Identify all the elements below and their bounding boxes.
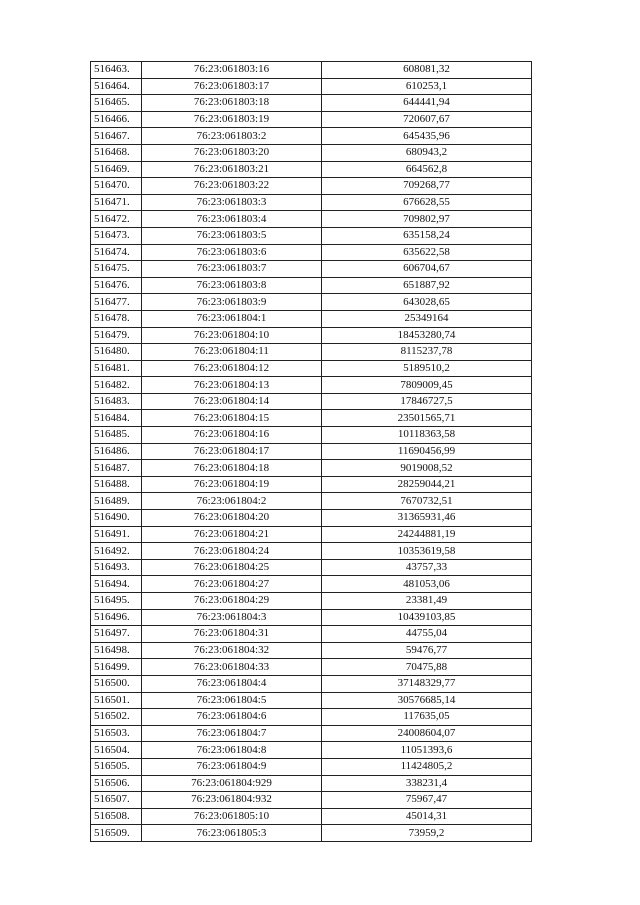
cadastral-value-cell: 44755,04 <box>322 626 532 643</box>
cadastral-number-cell: 76:23:061803:18 <box>142 95 322 112</box>
cadastral-value-cell: 43757,33 <box>322 559 532 576</box>
row-number-cell: 516465. <box>91 95 142 112</box>
row-number-cell: 516496. <box>91 609 142 626</box>
cadastral-value-cell: 30576685,14 <box>322 692 532 709</box>
cadastral-value-cell: 720607,67 <box>322 111 532 128</box>
cadastral-value-cell: 643028,65 <box>322 294 532 311</box>
row-number-cell: 516481. <box>91 360 142 377</box>
row-number-cell: 516466. <box>91 111 142 128</box>
cadastral-value-cell: 45014,31 <box>322 808 532 825</box>
row-number-cell: 516472. <box>91 211 142 228</box>
table-row <box>91 692 532 709</box>
cadastral-value-cell: 645435,96 <box>322 128 532 145</box>
cadastral-value-cell: 18453280,74 <box>322 327 532 344</box>
row-number-cell: 516476. <box>91 277 142 294</box>
table-row <box>91 227 532 244</box>
cadastral-number-cell: 76:23:061804:10 <box>142 327 322 344</box>
cadastral-value-cell: 24008604,07 <box>322 725 532 742</box>
row-number-cell: 516482. <box>91 377 142 394</box>
row-number-cell: 516499. <box>91 659 142 676</box>
table-row <box>91 111 532 128</box>
row-number-cell: 516497. <box>91 626 142 643</box>
cadastral-value-cell: 70475,88 <box>322 659 532 676</box>
cadastral-value-cell: 709268,77 <box>322 178 532 195</box>
table-row <box>91 709 532 726</box>
cadastral-number-cell: 76:23:061803:16 <box>142 62 322 79</box>
table-row <box>91 294 532 311</box>
row-number-cell: 516489. <box>91 493 142 510</box>
row-number-cell: 516470. <box>91 178 142 195</box>
row-number-cell: 516464. <box>91 78 142 95</box>
table-row <box>91 675 532 692</box>
cadastral-number-cell: 76:23:061804:29 <box>142 593 322 610</box>
table-row <box>91 758 532 775</box>
table-row <box>91 775 532 792</box>
cadastral-number-cell: 76:23:061804:32 <box>142 642 322 659</box>
table-row <box>91 825 532 842</box>
cadastral-number-cell: 76:23:061804:5 <box>142 692 322 709</box>
cadastral-value-cell: 644441,94 <box>322 95 532 112</box>
cadastral-number-cell: 76:23:061804:16 <box>142 427 322 444</box>
row-number-cell: 516498. <box>91 642 142 659</box>
row-number-cell: 516494. <box>91 576 142 593</box>
table-row <box>91 95 532 112</box>
cadastral-number-cell: 76:23:061804:7 <box>142 725 322 742</box>
cadastral-number-cell: 76:23:061803:20 <box>142 144 322 161</box>
row-number-cell: 516508. <box>91 808 142 825</box>
row-number-cell: 516506. <box>91 775 142 792</box>
row-number-cell: 516488. <box>91 476 142 493</box>
table-row <box>91 261 532 278</box>
table-row <box>91 460 532 477</box>
cadastral-value-cell: 10353619,58 <box>322 543 532 560</box>
cadastral-value-cell: 10118363,58 <box>322 427 532 444</box>
table-row <box>91 344 532 361</box>
cadastral-value-cell: 23501565,71 <box>322 410 532 427</box>
cadastral-value-cell: 31365931,46 <box>322 510 532 527</box>
cadastral-value-cell: 117635,05 <box>322 709 532 726</box>
cadastral-number-cell: 76:23:061803:5 <box>142 227 322 244</box>
cadastral-value-cell: 11690456,99 <box>322 443 532 460</box>
cadastral-value-cell: 481053,06 <box>322 576 532 593</box>
cadastral-number-cell: 76:23:061804:3 <box>142 609 322 626</box>
cadastral-value-cell: 23381,49 <box>322 593 532 610</box>
cadastral-value-cell: 5189510,2 <box>322 360 532 377</box>
table-row <box>91 78 532 95</box>
cadastral-number-cell: 76:23:061804:932 <box>142 792 322 809</box>
table-row <box>91 377 532 394</box>
row-number-cell: 516487. <box>91 460 142 477</box>
cadastral-number-cell: 76:23:061804:17 <box>142 443 322 460</box>
cadastral-number-cell: 76:23:061803:4 <box>142 211 322 228</box>
row-number-cell: 516477. <box>91 294 142 311</box>
table-row <box>91 410 532 427</box>
cadastral-number-cell: 76:23:061805:10 <box>142 808 322 825</box>
cadastral-value-cell: 7809009,45 <box>322 377 532 394</box>
table-row <box>91 742 532 759</box>
cadastral-number-cell: 76:23:061803:6 <box>142 244 322 261</box>
cadastral-value-table <box>90 61 532 842</box>
table-row <box>91 559 532 576</box>
row-number-cell: 516485. <box>91 427 142 444</box>
row-number-cell: 516500. <box>91 675 142 692</box>
cadastral-number-cell: 76:23:061804:14 <box>142 393 322 410</box>
row-number-cell: 516484. <box>91 410 142 427</box>
cadastral-value-cell: 7670732,51 <box>322 493 532 510</box>
table-row <box>91 194 532 211</box>
table-row <box>91 128 532 145</box>
row-number-cell: 516493. <box>91 559 142 576</box>
table-row <box>91 443 532 460</box>
cadastral-number-cell: 76:23:061804:929 <box>142 775 322 792</box>
row-number-cell: 516478. <box>91 310 142 327</box>
cadastral-number-cell: 76:23:061803:21 <box>142 161 322 178</box>
cadastral-value-cell: 24244881,19 <box>322 526 532 543</box>
cadastral-number-cell: 76:23:061804:4 <box>142 675 322 692</box>
table-row <box>91 161 532 178</box>
table-row <box>91 144 532 161</box>
cadastral-number-cell: 76:23:061804:20 <box>142 510 322 527</box>
cadastral-number-cell: 76:23:061803:17 <box>142 78 322 95</box>
cadastral-value-cell: 635622,58 <box>322 244 532 261</box>
cadastral-value-cell: 709802,97 <box>322 211 532 228</box>
cadastral-value-cell: 680943,2 <box>322 144 532 161</box>
row-number-cell: 516509. <box>91 825 142 842</box>
cadastral-value-cell: 635158,24 <box>322 227 532 244</box>
table-row <box>91 543 532 560</box>
cadastral-number-cell: 76:23:061804:11 <box>142 344 322 361</box>
table-row <box>91 277 532 294</box>
cadastral-number-cell: 76:23:061803:9 <box>142 294 322 311</box>
cadastral-value-cell: 25349164 <box>322 310 532 327</box>
row-number-cell: 516480. <box>91 344 142 361</box>
row-number-cell: 516495. <box>91 593 142 610</box>
table-body <box>91 62 532 842</box>
cadastral-value-cell: 75967,47 <box>322 792 532 809</box>
cadastral-number-cell: 76:23:061804:9 <box>142 758 322 775</box>
cadastral-value-cell: 8115237,78 <box>322 344 532 361</box>
table-row <box>91 526 532 543</box>
table-row <box>91 510 532 527</box>
row-number-cell: 516473. <box>91 227 142 244</box>
cadastral-number-cell: 76:23:061804:21 <box>142 526 322 543</box>
row-number-cell: 516468. <box>91 144 142 161</box>
cadastral-value-cell: 59476,77 <box>322 642 532 659</box>
cadastral-number-cell: 76:23:061803:8 <box>142 277 322 294</box>
row-number-cell: 516505. <box>91 758 142 775</box>
cadastral-value-cell: 676628,55 <box>322 194 532 211</box>
cadastral-number-cell: 76:23:061803:7 <box>142 261 322 278</box>
table-row <box>91 310 532 327</box>
cadastral-number-cell: 76:23:061804:24 <box>142 543 322 560</box>
row-number-cell: 516490. <box>91 510 142 527</box>
table-row <box>91 792 532 809</box>
table-row <box>91 393 532 410</box>
cadastral-value-cell: 610253,1 <box>322 78 532 95</box>
cadastral-number-cell: 76:23:061804:12 <box>142 360 322 377</box>
cadastral-number-cell: 76:23:061804:1 <box>142 310 322 327</box>
cadastral-value-cell: 606704,67 <box>322 261 532 278</box>
row-number-cell: 516463. <box>91 62 142 79</box>
cadastral-number-cell: 76:23:061803:2 <box>142 128 322 145</box>
cadastral-number-cell: 76:23:061803:19 <box>142 111 322 128</box>
table-row <box>91 642 532 659</box>
cadastral-value-cell: 9019008,52 <box>322 460 532 477</box>
cadastral-number-cell: 76:23:061804:6 <box>142 709 322 726</box>
row-number-cell: 516503. <box>91 725 142 742</box>
cadastral-number-cell: 76:23:061804:25 <box>142 559 322 576</box>
row-number-cell: 516492. <box>91 543 142 560</box>
cadastral-number-cell: 76:23:061804:33 <box>142 659 322 676</box>
row-number-cell: 516486. <box>91 443 142 460</box>
cadastral-value-cell: 664562,8 <box>322 161 532 178</box>
cadastral-value-cell: 11424805,2 <box>322 758 532 775</box>
row-number-cell: 516507. <box>91 792 142 809</box>
cadastral-value-cell: 28259044,21 <box>322 476 532 493</box>
table-row <box>91 493 532 510</box>
table-row <box>91 327 532 344</box>
table-row <box>91 427 532 444</box>
cadastral-number-cell: 76:23:061804:13 <box>142 377 322 394</box>
cadastral-number-cell: 76:23:061804:2 <box>142 493 322 510</box>
table-row <box>91 62 532 79</box>
cadastral-number-cell: 76:23:061804:27 <box>142 576 322 593</box>
table-row <box>91 178 532 195</box>
table-row <box>91 244 532 261</box>
row-number-cell: 516479. <box>91 327 142 344</box>
table-row <box>91 626 532 643</box>
table-row <box>91 576 532 593</box>
cadastral-value-cell: 338231,4 <box>322 775 532 792</box>
cadastral-value-cell: 11051393,6 <box>322 742 532 759</box>
cadastral-number-cell: 76:23:061804:8 <box>142 742 322 759</box>
table-row <box>91 211 532 228</box>
cadastral-number-cell: 76:23:061804:19 <box>142 476 322 493</box>
row-number-cell: 516471. <box>91 194 142 211</box>
row-number-cell: 516502. <box>91 709 142 726</box>
table-row <box>91 609 532 626</box>
cadastral-value-cell: 73959,2 <box>322 825 532 842</box>
cadastral-value-cell: 608081,32 <box>322 62 532 79</box>
cadastral-value-cell: 10439103,85 <box>322 609 532 626</box>
cadastral-number-cell: 76:23:061804:31 <box>142 626 322 643</box>
table-row <box>91 593 532 610</box>
cadastral-value-cell: 651887,92 <box>322 277 532 294</box>
row-number-cell: 516474. <box>91 244 142 261</box>
cadastral-value-cell: 17846727,5 <box>322 393 532 410</box>
cadastral-number-cell: 76:23:061804:15 <box>142 410 322 427</box>
table-row <box>91 659 532 676</box>
row-number-cell: 516491. <box>91 526 142 543</box>
table-row <box>91 360 532 377</box>
row-number-cell: 516483. <box>91 393 142 410</box>
row-number-cell: 516501. <box>91 692 142 709</box>
row-number-cell: 516504. <box>91 742 142 759</box>
cadastral-number-cell: 76:23:061804:18 <box>142 460 322 477</box>
row-number-cell: 516469. <box>91 161 142 178</box>
table-row <box>91 476 532 493</box>
cadastral-number-cell: 76:23:061805:3 <box>142 825 322 842</box>
table-row <box>91 725 532 742</box>
cadastral-number-cell: 76:23:061803:3 <box>142 194 322 211</box>
cadastral-value-cell: 37148329,77 <box>322 675 532 692</box>
row-number-cell: 516475. <box>91 261 142 278</box>
cadastral-number-cell: 76:23:061803:22 <box>142 178 322 195</box>
row-number-cell: 516467. <box>91 128 142 145</box>
table-row <box>91 808 532 825</box>
